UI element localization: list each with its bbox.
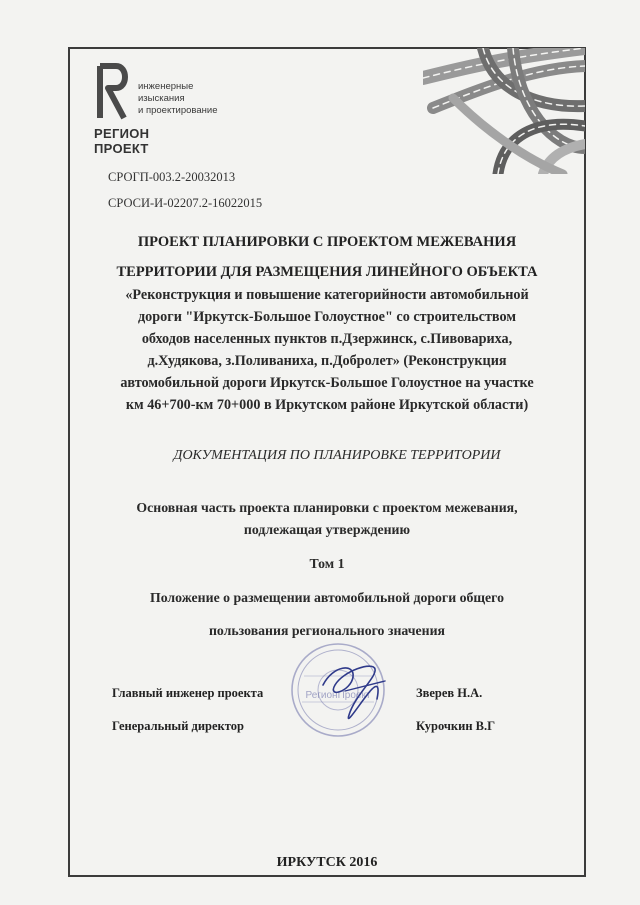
volume-label: Том 1 xyxy=(309,556,345,571)
logo-name xyxy=(94,126,149,156)
regulation-line: Положение о размещении автомобильной дороги общего xyxy=(149,590,504,605)
signature xyxy=(315,655,395,735)
object-description-line: дороги "Иркутск-Большое Голоустное" со строительством xyxy=(138,309,516,325)
stamp-text: РегионПроект xyxy=(305,690,371,701)
logo-r-icon xyxy=(94,62,134,122)
object-description-line: обходов населенных пунктов п.Дзержинск, с.Пивовариха, xyxy=(141,331,513,347)
road-interchange-graphic xyxy=(423,48,585,174)
logo-tagline-line: изыскания xyxy=(138,93,185,104)
title-line: ПРОЕКТ ПЛАНИРОВКИ С ПРОЕКТОМ МЕЖЕВАНИЯ xyxy=(137,234,517,250)
certificate-number: СРОСИ-И-02207.2-16022015 xyxy=(108,196,263,210)
title-line: ТЕРРИТОРИИ ДЛЯ РАЗМЕЩЕНИЯ ЛИНЕЙНОГО ОБЪЕКТА xyxy=(116,264,538,280)
logo-tagline-line: и проектирование xyxy=(138,105,218,116)
signature-name: Зверев Н.А. xyxy=(416,686,483,700)
main-part-line: Основная часть проекта планировки с проектом межевания, xyxy=(136,500,518,515)
signature-name: Курочкин В.Г xyxy=(416,719,496,733)
signature-role: Главный инженер проекта xyxy=(112,686,264,700)
object-description-line: д.Худякова, з.Поливаниха, п.Добролет» (Реконструкция xyxy=(147,353,507,369)
main-part-line: подлежащая утверждению xyxy=(243,522,411,537)
logo-tagline-line: инженерные xyxy=(138,81,194,92)
city-year-footer xyxy=(70,855,584,871)
logo-name-line: РЕГИОН xyxy=(94,126,150,141)
document-type: ДОКУМЕНТАЦИЯ ПО ПЛАНИРОВКЕ ТЕРРИТОРИИ xyxy=(173,448,501,463)
company-logo xyxy=(94,62,234,162)
city-year-text: ИРКУТСК 2016 xyxy=(271,855,384,870)
regulation-line: пользования регионального значения xyxy=(208,623,446,638)
certificate-number: СРОГП-003.2-20032013 xyxy=(108,170,236,184)
logo-name-line: ПРОЕКТ xyxy=(94,141,149,156)
signature-role: Генеральный директор xyxy=(112,719,244,733)
object-description-line: автомобильной дороги Иркутск-Большое Голоустное на участке xyxy=(120,375,534,391)
object-description-line: «Реконструкция и повышение категорийности автомобильной xyxy=(125,287,529,303)
object-description-line: км 46+700-км 70+000 в Иркутском районе Иркутской области) xyxy=(125,397,529,413)
logo-tagline xyxy=(138,81,218,117)
